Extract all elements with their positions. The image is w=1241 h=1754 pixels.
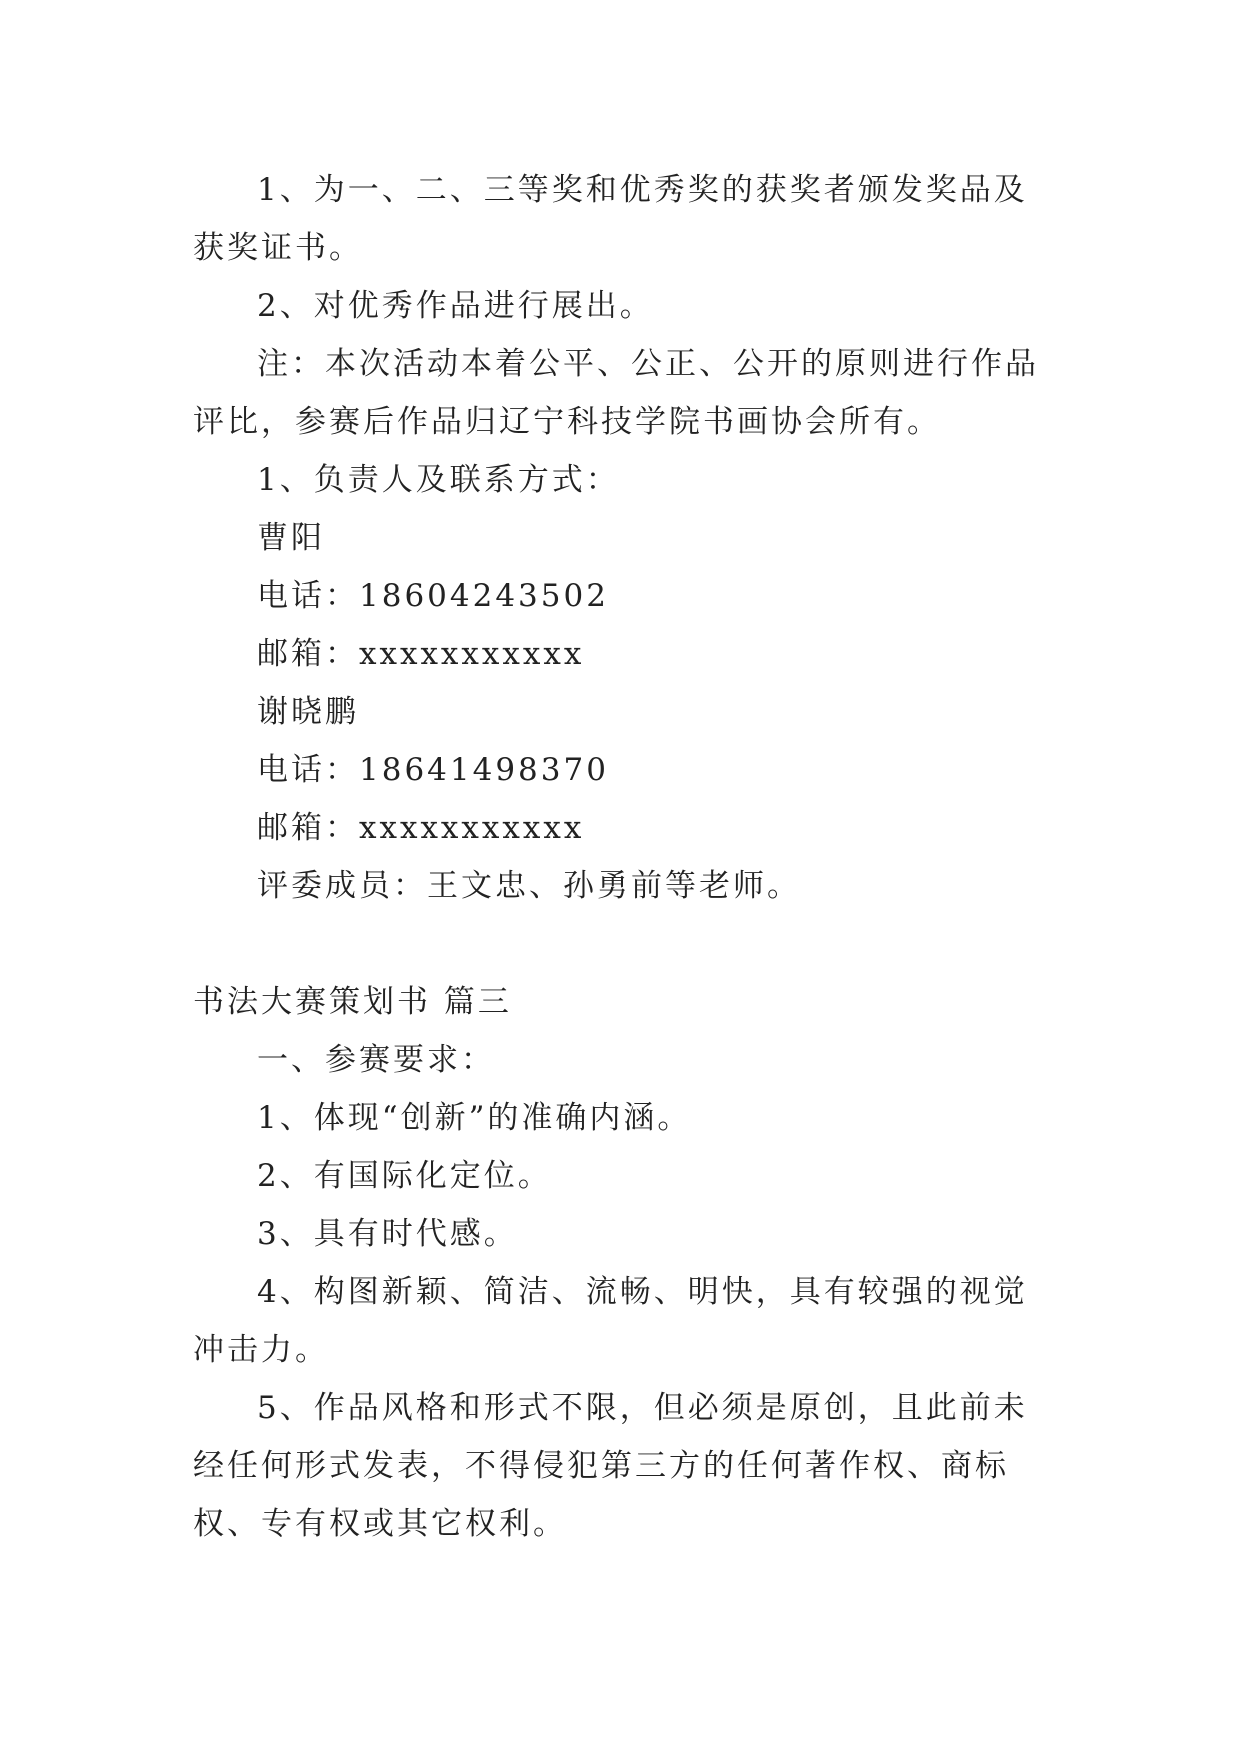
contact-phone-1: 电话：18604243502 [257,578,609,614]
award-item-1: 1、为一、二、三等奖和优秀奖的获奖者颁发奖品及获奖证书。 [193,172,1028,266]
contact-phone-2: 电话：18641498370 [257,752,609,788]
requirement-item-5: 5、作品风格和形式不限，但必须是原创，且此前未经任何形式发表，不得侵犯第三方的任何著作权、商标权、专有权或其它权利。 [193,1390,1028,1542]
section-title: 书法大赛策划书 篇三 [193,984,512,1020]
section-spacer [193,915,1061,973]
judges-paragraph: 评委成员：王文忠、孙勇前等老师。 [257,868,801,904]
requirement-item-4: 4、构图新颖、简洁、流畅、明快，具有较强的视觉冲击力。 [193,1274,1028,1368]
requirements-heading: 一、参赛要求： [257,1042,495,1078]
requirement-item-2: 2、有国际化定位。 [257,1158,552,1194]
document-body [193,161,1061,1553]
contact-name-2: 谢晓鹏 [257,694,359,730]
contact-email-1: 邮箱：xxxxxxxxxxx [257,636,585,672]
requirement-item-3: 3、具有时代感。 [257,1216,518,1252]
award-item-2: 2、对优秀作品进行展出。 [257,288,654,324]
note-paragraph: 注：本次活动本着公平、公正、公开的原则进行作品评比，参赛后作品归辽宁科技学院书画协会所有。 [193,346,1039,440]
requirement-item-1: 1、体现“创新”的准确内涵。 [257,1100,692,1136]
contact-email-2: 邮箱：xxxxxxxxxxx [257,810,585,846]
contact-heading: 1、负责人及联系方式： [257,462,620,498]
contact-name-1: 曹阳 [257,520,325,556]
